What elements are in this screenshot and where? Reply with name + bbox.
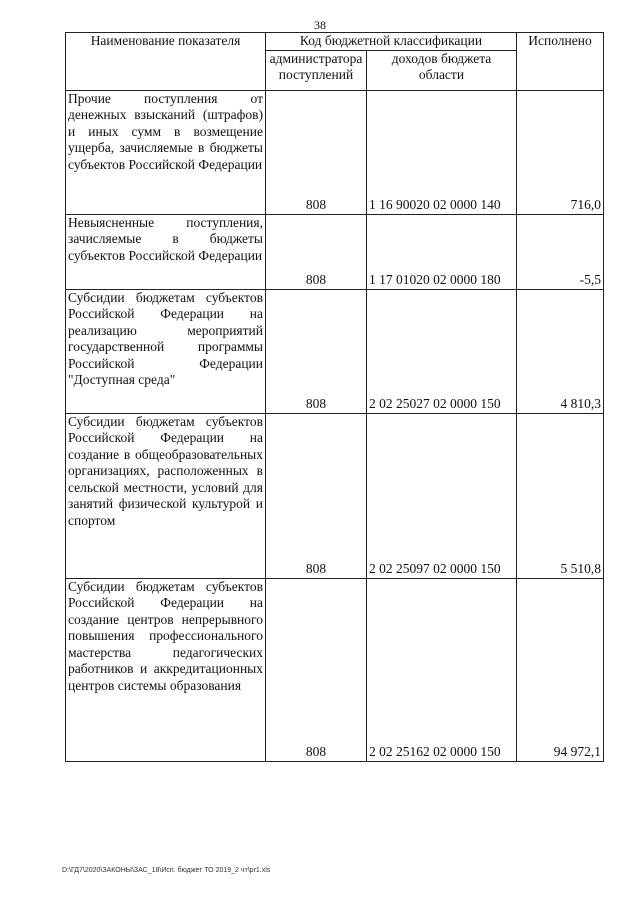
row-amount: -5,5 — [517, 214, 604, 289]
table-row — [66, 214, 604, 289]
row-administrator: 808 — [266, 214, 367, 289]
row-name: Субсидии бюджетам субъектов Российской Федерации на реализацию мероприятий государственной программы Российской Федерации "Доступная среда" — [66, 289, 266, 413]
file-path-footer: D:\ГД7\2020\ЗАКОНЫ\ЗАС_18\Исп. бюджет ТО 2019_2 чт\pr1.xls — [62, 867, 271, 874]
row-name: Прочие поступления от денежных взысканий (штрафов) и иных сумм в возмещение ущерба, зачисляемые в бюджеты субъектов Российской Федерации — [66, 90, 266, 214]
row-amount: 4 810,3 — [517, 289, 604, 413]
table-row — [66, 578, 604, 761]
row-code: 1 16 90020 02 0000 140 — [367, 90, 517, 214]
table-row — [66, 289, 604, 413]
header-row-main — [66, 33, 604, 51]
header-name: Наименование показателя — [66, 33, 266, 91]
row-amount: 94 972,1 — [517, 578, 604, 761]
page-number: 38 — [314, 18, 326, 32]
row-administrator: 808 — [266, 413, 367, 578]
row-administrator: 808 — [266, 578, 367, 761]
row-code: 2 02 25162 02 0000 150 — [367, 578, 517, 761]
row-amount: 5 510,8 — [517, 413, 604, 578]
header-administrator: администратора поступлений — [266, 50, 367, 90]
row-administrator: 808 — [266, 90, 367, 214]
row-name: Субсидии бюджетам субъектов Российской Федерации на создание в общеобразовательных организациях, расположенных в сельской местности, условий для занятий физической культурой и спортом — [66, 413, 266, 578]
table-row — [66, 90, 604, 214]
row-amount: 716,0 — [517, 90, 604, 214]
header-code-group: Код бюджетной классификации — [266, 33, 517, 51]
header-revenue: доходов бюджета области — [367, 50, 517, 90]
budget-table — [65, 32, 604, 762]
table-row — [66, 413, 604, 578]
row-name: Невыясненные поступления, зачисляемые в бюджеты субъектов Российской Федерации — [66, 214, 266, 289]
row-code: 2 02 25097 02 0000 150 — [367, 413, 517, 578]
row-name: Субсидии бюджетам субъектов Российской Федерации на создание центров непрерывного повышения профессионального мастерства педагогических работников и аккредитационных центров системы образования — [66, 578, 266, 761]
row-code: 1 17 01020 02 0000 180 — [367, 214, 517, 289]
header-executed: Исполнено — [517, 33, 604, 91]
row-administrator: 808 — [266, 289, 367, 413]
row-code: 2 02 25027 02 0000 150 — [367, 289, 517, 413]
